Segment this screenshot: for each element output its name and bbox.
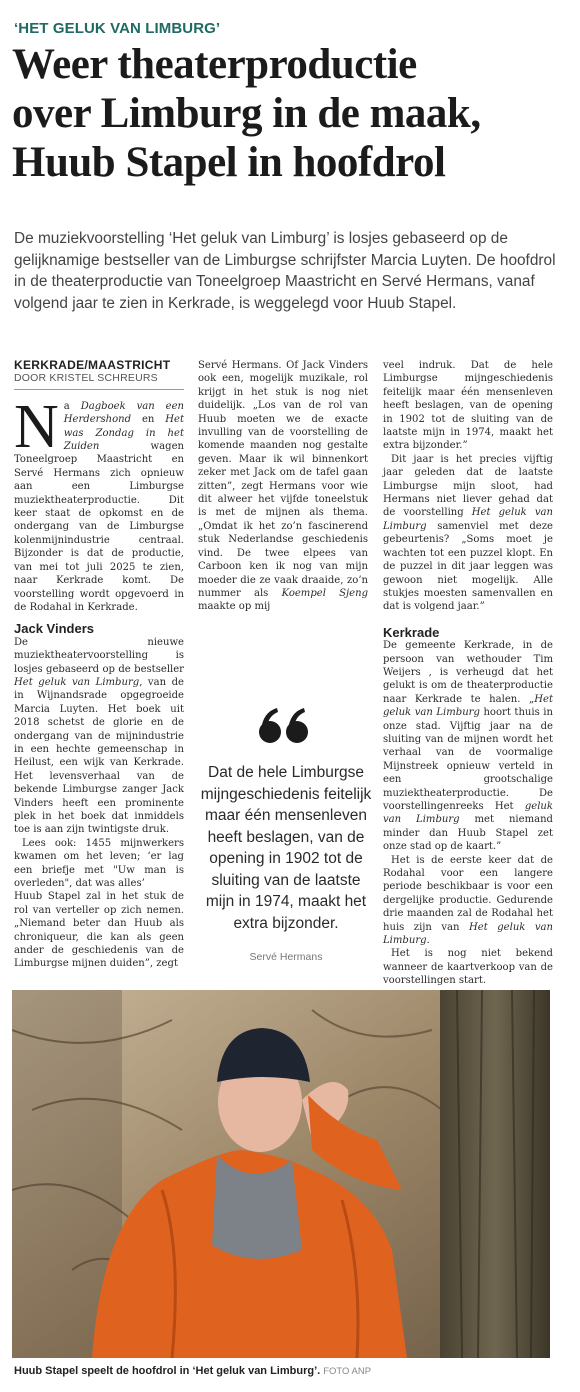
byline: DOOR KRISTEL SCHREURS bbox=[14, 372, 184, 389]
paragraph: Het is de eerste keer dat de Rodahal voor een langere periode beschikbaar is voor een dergelijke productie. Gedurende drie maanden zal de Rodahal het huis zijn van Het geluk van Limburg. bbox=[383, 854, 553, 947]
photo-caption: Huub Stapel speelt de hoofdrol in ‘Het geluk van Limburg’. FOTO ANP bbox=[14, 1365, 372, 1377]
intro-paragraph: De muziekvoorstelling ‘Het geluk van Limburg’ is losjes gebaseerd op de gelijknamige bestseller van de Limburgse schrijfster Marcia Luyten. De hoofdrol in de theaterproductie van Toneelgroep Maastricht en Servé Hermans, vanaf volgend jaar te zien in Kerkrade, is weggelegd voor Huub Stapel. bbox=[14, 230, 556, 312]
pull-quote: Dat de hele Limburgse mijngeschiedenis feitelijk maar één mensenleven heeft beslagen, van de opening in 1902 tot de sluiting van de laatste mijn in 1974, maakt het extra bijzonder. bbox=[200, 764, 372, 932]
dateline: KERKRADE/MAASTRICHT bbox=[14, 358, 171, 372]
headline-line-1: Weer theaterproductie bbox=[12, 41, 417, 88]
article-photo bbox=[12, 990, 550, 1358]
photo-credit: FOTO ANP bbox=[323, 1366, 372, 1377]
article-column-3 bbox=[383, 359, 553, 988]
headline-line-2: over Limburg in de maak, bbox=[12, 90, 481, 137]
pull-quote-author: Servé Hermans bbox=[249, 951, 323, 963]
paragraph: Dit jaar is het precies vijftig jaar geleden dat de laatste Limburgse mijn sloot, had Hermans niet liever gehad dat de voorstelling Het geluk van Limburg samenviel met deze gebeurtenis? „Soms moet je wachten tot een puzzel klopt. En de puzzel in dit jaar leggen was gewoon niet mogelijk. Alle stukjes moesten samenvallen en dat is volgend jaar.” bbox=[383, 453, 553, 613]
article-column-2 bbox=[198, 359, 368, 614]
article-column-1 bbox=[14, 359, 184, 971]
subheading-kerkrade: Kerkrade bbox=[383, 624, 440, 640]
paragraph: Servé Hermans. Of Jack Vinders ook een, mogelijk muzikale, rol krijgt in het stuk is nog niet duidelijk. „Los van de rol van Huub moeten we de exacte invulling van de voorstelling de komende maanden nog gestalte geven. Maar ik wil binnenkort zeker met Jack om de tafel gaan zitten”, zegt Hermans voor wie dit alweer het vijfde toneelstuk is met de mijnen als thema. „Omdat ik het zo’n fascinerend stuk Nederlandse geschiedenis vind. De twee elpees van Carboon ken ik nog van mijn moeder die ze vaak draaide, zo’n nummer als Koempel Sjeng maakte op mij bbox=[198, 360, 369, 613]
paragraph: veel indruk. Dat de hele Limburgse mijngeschiedenis feitelijk maar één mensenleven heeft beslagen, van de opening in 1902 tot de sluiting van de laatste mijn in 1974, maakt het extra bijzonder.” bbox=[383, 360, 553, 452]
read-also-link[interactable]: Lees ook: 1455 mijnwerkers kwamen om het leven; ‘er lag een briefje met "Uw man is overleden", dat was alles’ bbox=[14, 837, 184, 890]
lead-paragraph: Na Dagboek van een Herdershond en Het was Zondag in het Zuiden wagen Toneelgroep Maastricht en Servé Hermans zich opnieuw aan een Limburgse muziektheaterproductie. Dit keer staat de opkomst en de ondergang van de Limburgse kolenmijnindustrie centraal. Bijzonder is dat de productie, van mei tot juli 2025 te zien, naar Kerkrade komt. De voorstelling wordt opgevoerd in de Rodahal in Kerkrade. bbox=[14, 392, 184, 613]
paragraph: Het is nog niet bekend wanneer de kaartverkoop van de voorstellingen start. bbox=[383, 948, 553, 987]
kicker: ‘HET GELUK VAN LIMBURG’ bbox=[14, 20, 221, 37]
drop-cap: N bbox=[14, 392, 59, 461]
headline-line-3: Huub Stapel in hoofdrol bbox=[12, 139, 446, 186]
paragraph: Huub Stapel zal in het stuk de rol van verteller op zich nemen. „Niemand beter dan Huub als chroniqueur, die kan als geen ander de geschiedenis van de Limburgse mijnen duiden”, zegt bbox=[14, 891, 184, 970]
paragraph: De gemeente Kerkrade, in de persoon van wethouder Tim Weijers , is verheugd dat het gelukt is om de theaterproductie naar Kerkrade te halen. „Het geluk van Limburg hoort thuis in onze stad. Vijftig jaar na de sluiting van de mijnen wordt het verhaal van de voormalige Mijnstreek opnieuw verteld in een grootschalige muziektheaterproductie. De voorstellingenreeks Het geluk van Limburg met niemand minder dan Huub Stapel zet onze stad op de kaart.” bbox=[383, 640, 553, 853]
headline bbox=[12, 40, 572, 187]
subheading-jack-vinders: Jack Vinders bbox=[14, 621, 94, 637]
quote-icon bbox=[255, 700, 315, 750]
paragraph: De nieuwe muziektheatervoorstelling is losjes gebaseerd op de bestseller Het geluk van Limburg, van de in Wijnandsrade opgegroeide Marcia Luyten. Het boek uit 2018 schetst de glorie en de ondergang van de mijnindustrie in een hechte gemeenschap in Heilust, een wijk van Kerkrade. Het levensverhaal van de bekende Limburgse zanger Jack Vinders heeft een prominente plek in het boek dat inmiddels toe is aan zijn twintigste druk. bbox=[14, 636, 184, 836]
